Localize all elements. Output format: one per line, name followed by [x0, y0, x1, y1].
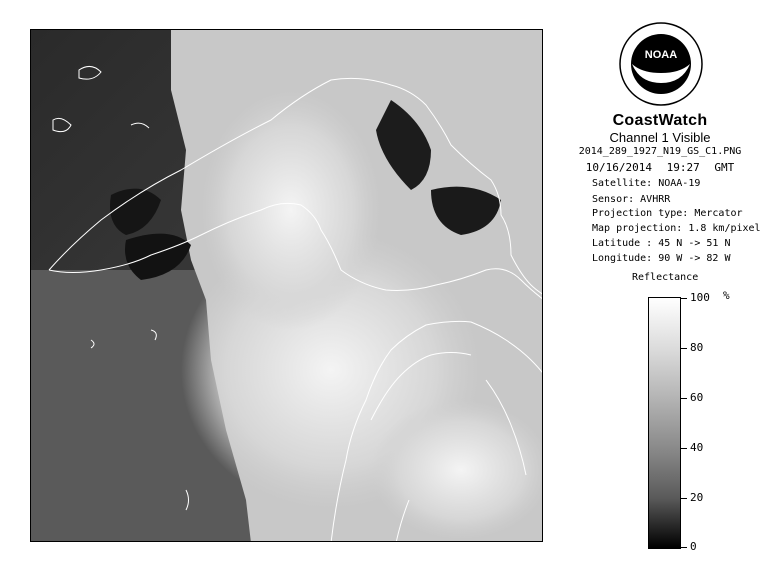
latitude-text: Latitude : 45 N -> 51 N — [592, 238, 731, 249]
sensor-text: Sensor: AVHRR — [592, 194, 671, 205]
colorbar-tick-label: 60 — [690, 391, 704, 404]
colorbar-tick — [681, 448, 687, 449]
colorbar-tick — [681, 498, 687, 499]
cloud-bright-north — [201, 90, 381, 330]
colorbar-tick — [681, 398, 687, 399]
legend-label: Reflectance — [632, 272, 699, 283]
colorbar-tick — [681, 547, 687, 548]
date-text: 10/16/2014 — [585, 161, 652, 174]
colorbar-tick — [681, 298, 687, 299]
channel-label: Channel 1 Visible — [609, 130, 711, 145]
colorbar-tick — [681, 348, 687, 349]
colorbar-tick-label: 100 — [690, 291, 710, 304]
satellite-text: Satellite: NOAA-19 — [592, 178, 701, 189]
coastline-map-svg — [31, 30, 543, 542]
colorbar-tick-label: 20 — [690, 491, 704, 504]
cloud-bright-south — [371, 400, 543, 540]
map-projection-text: Map projection: 1.8 km/pixel — [592, 223, 761, 234]
reflectance-colorbar — [648, 297, 681, 549]
legend-unit: % — [723, 289, 730, 302]
file-name: 2014_289_1927_N19_GS_C1.PNG — [578, 146, 742, 157]
time-text: 19:27 GMT — [666, 161, 735, 174]
colorbar-tick-label: 80 — [690, 341, 704, 354]
longitude-text: Longitude: 90 W -> 82 W — [592, 253, 731, 264]
product-title: CoastWatch — [612, 112, 708, 129]
noaa-logo-icon — [618, 21, 704, 107]
svg-text:NOAA: NOAA — [644, 49, 678, 61]
projection-type-text: Projection type: Mercator — [592, 208, 743, 219]
colorbar-tick-label: 40 — [690, 441, 704, 454]
colorbar-tick-label: 0 — [690, 540, 697, 553]
satellite-image-map — [30, 29, 543, 542]
date-time — [560, 161, 760, 174]
